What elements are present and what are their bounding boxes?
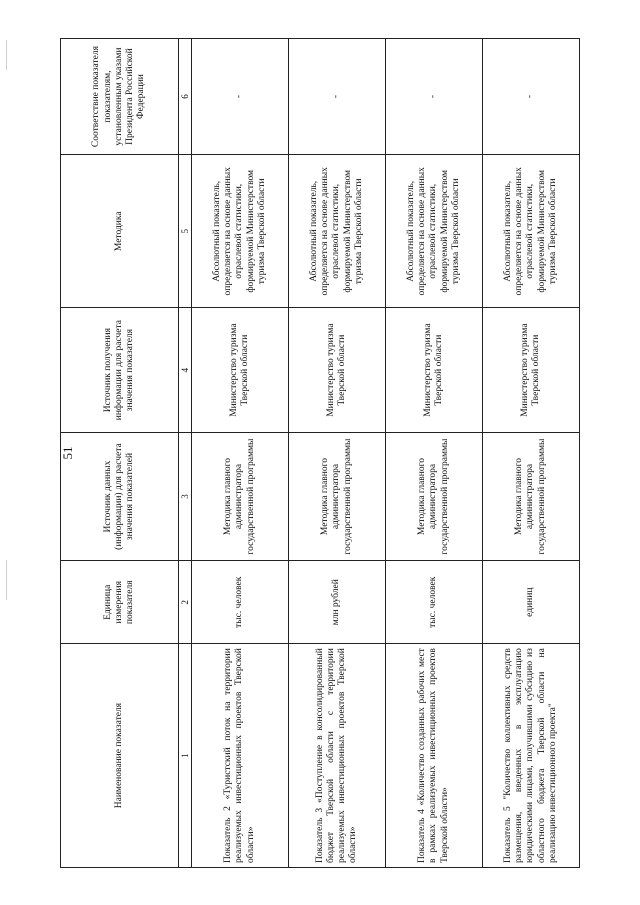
indicator-unit: млн рублей [289, 561, 386, 644]
indicator-method: Абсолютный показатель, определяется на основе данных отраслевой статистики, формируемой Министерством туризма Тверской области [386, 155, 483, 308]
indicator-unit: тыс. человек [386, 561, 483, 644]
column-number: 4 [179, 308, 192, 432]
header-name: Наименование показателя [61, 644, 179, 868]
header-info-source: Источник получения информации для расчета значения показателя [61, 308, 179, 432]
column-number-row [179, 39, 192, 868]
column-number: 6 [179, 39, 192, 155]
header-row [61, 39, 179, 868]
indicator-name: Показатель 4 «Количество созданных рабочих мест в рамках реализуемых инвестиционных проектов Тверской области» [386, 644, 483, 868]
column-number: 3 [179, 432, 192, 560]
header-unit: Единица измерения показателя [61, 561, 179, 644]
table-row [483, 39, 580, 868]
table-row [289, 39, 386, 868]
indicator-table-rotated [60, 38, 580, 868]
indicator-unit: тыс. человек [192, 561, 289, 644]
column-number: 1 [179, 644, 192, 868]
indicator-correspondence: - [289, 39, 386, 155]
indicator-data-source: Методика главного администратора государственной программы [289, 432, 386, 560]
scan-edge-mark [6, 40, 7, 70]
indicator-table [60, 38, 580, 868]
indicator-info-source: Министерство туризма Тверской области [289, 308, 386, 432]
indicator-info-source: Министерство туризма Тверской области [386, 308, 483, 432]
column-number: 2 [179, 561, 192, 644]
table-row [386, 39, 483, 868]
indicator-info-source: Министерство туризма Тверской области [483, 308, 580, 432]
table-row [192, 39, 289, 868]
indicator-name: Показатель 3 «Поступление в консолидированный бюджет Тверской области с территории реализуемых инвестиционных проектов Тверской области» [289, 644, 386, 868]
indicator-info-source: Министерство туризма Тверской области [192, 308, 289, 432]
header-data-source: Источник данных (информации) для расчета значения показателей [61, 432, 179, 560]
indicator-data-source: Методика главного администратора государственной программы [483, 432, 580, 560]
indicator-data-source: Методика главного администратора государственной программы [386, 432, 483, 560]
indicator-correspondence: - [483, 39, 580, 155]
indicator-data-source: Методика главного администратора государственной программы [192, 432, 289, 560]
column-number: 5 [179, 155, 192, 308]
indicator-name: Показатель 5 "Количество коллективных средств размещения, введенных в эксплуатацию юридическими лицами, получившими субсидию из областного бюджета Тверской области на реализацию инвестиционного проекта" [483, 644, 580, 868]
indicator-method: Абсолютный показатель, определяется на основе данных отраслевой статистики, формируемой Министерством туризма Тверской области [192, 155, 289, 308]
indicator-method: Абсолютный показатель, определяется на основе данных отраслевой статистики, формируемой Министерством туризма Тверской области [289, 155, 386, 308]
indicator-unit: единиц [483, 561, 580, 644]
indicator-method: Абсолютный показатель, определяется на основе данных отраслевой статистики, формируемой Министерством туризма Тверской области [483, 155, 580, 308]
indicator-correspondence: - [386, 39, 483, 155]
header-correspondence: Соответствие показателя показателям, установленным указами Президента Российской Федерации [61, 39, 179, 155]
header-method: Методика [61, 155, 179, 308]
indicator-correspondence: - [192, 39, 289, 155]
page-number: 51 [60, 446, 75, 460]
scan-edge-mark [6, 560, 7, 600]
indicator-name: Показатель 2 «Туристский поток на территории реализуемых инвестиционных проектов Тверской области» [192, 644, 289, 868]
